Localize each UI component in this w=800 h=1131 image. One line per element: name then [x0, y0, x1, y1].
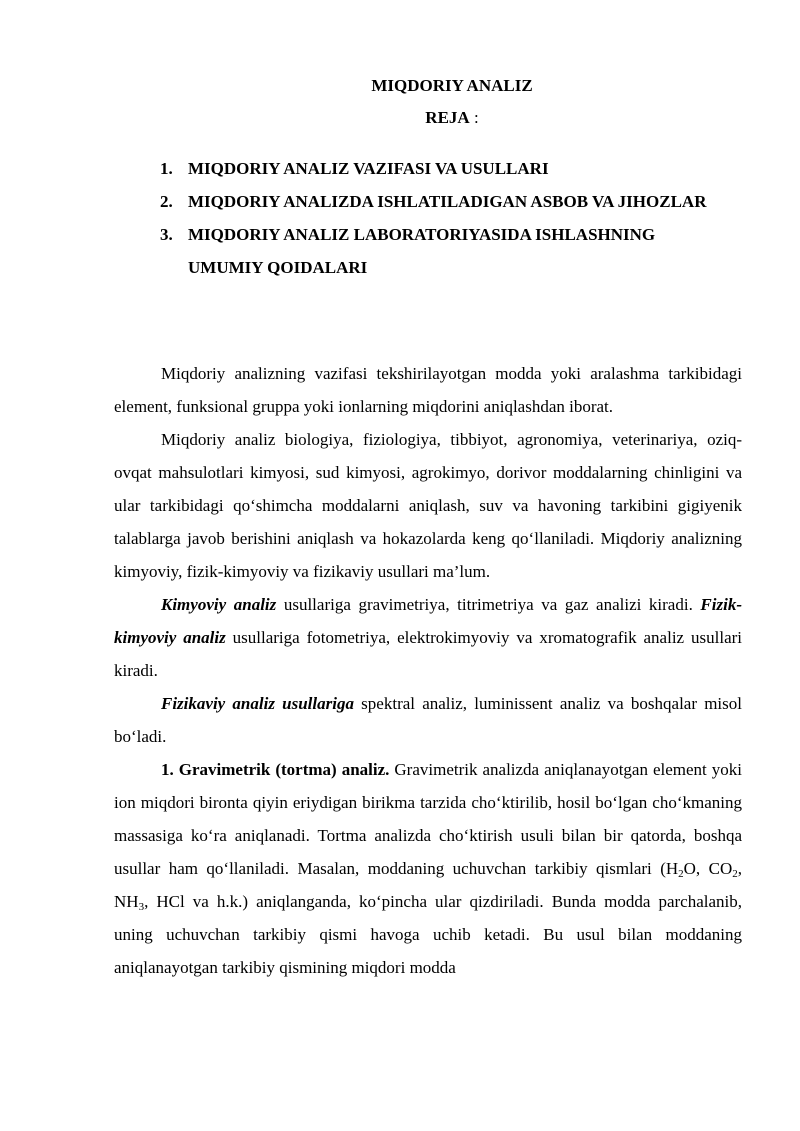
plan-heading-colon: : — [469, 108, 479, 127]
paragraph-physical-methods — [114, 687, 742, 753]
plan-item-number: 2. — [160, 192, 173, 211]
paragraph-text: , HCl va h.k.) aniqlanganda, ko‘pincha ular qizdiriladi. Bunda modda parchalanib, uning uchuvchan tarkibiy qismi havoga uchib ketadi. Bu usul bilan moddaning aniqlanayotgan tarkibiy qismining miqdori modda — [114, 892, 742, 977]
plan-heading — [0, 108, 800, 128]
term-physicochemical-analysis: Fizik-kimyoviy analiz — [114, 595, 742, 647]
subscript: 2 — [678, 868, 684, 880]
body-text — [114, 357, 742, 984]
plan-item — [160, 218, 720, 284]
plan-item-number: 3. — [160, 225, 173, 244]
plan-list — [160, 152, 720, 284]
paragraph-text: usullariga gravimetriya, titrimetriya va gaz analizi kiradi. — [276, 595, 701, 614]
plan-item — [160, 152, 720, 185]
paragraph-text: usullariga fotometriya, elektrokimyoviy va xromatografik analiz usullari kiradi. — [114, 628, 742, 680]
paragraph-text: O, CO — [683, 859, 733, 878]
document-title: MIQDORIY ANALIZ — [371, 76, 533, 95]
plan-item-text: MIQDORIY ANALIZDA ISHLATILADIGAN ASBOB VA JIHOZLAR — [188, 192, 707, 211]
plan-item — [160, 185, 720, 218]
paragraph-text: , NH — [114, 859, 742, 911]
subscript: 2 — [732, 868, 738, 880]
term-physical-analysis: Fizikaviy analiz usullariga — [161, 694, 354, 713]
paragraph-applications: Miqdoriy analiz biologiya, fiziologiya, tibbiyot, agronomiya, veterinariya, oziq-ovqat mahsulotlari kimyosi, sud kimyosi, agrokimyo, dorivor moddalarning chinligini va ular tarkibidagi qo‘shimcha moddalarni aniqlash, suv va havoning tarkibini gigiyenik talablarga javob berishini aniqlash va hokazolarda keng qo‘llaniladi. Miqdoriy analizning kimyoviy, fizik-kimyoviy va fizikaviy usullari ma’lum. — [114, 430, 742, 581]
section-heading-gravimetric: 1. Gravimetrik (tortma) analiz. — [161, 760, 390, 779]
paragraph-text: spektral analiz, luminissent analiz va boshqalar misol bo‘ladi. — [114, 694, 742, 746]
paragraph-text: Gravimetrik analizda aniqlanayotgan element yoki ion miqdori bironta qiyin eriydigan birikma tarzida cho‘ktirilib, hosil bo‘lgan cho‘kmaning massasiga ko‘ra aniqlanadi. Tortma analizda cho‘ktirish usuli bilan bir qatorda, boshqa usullar ham qo‘llaniladi. Masalan, moddaning uchuvchan tarkibiy qismlari (H — [114, 760, 742, 878]
paragraph-chemical-methods — [114, 588, 742, 687]
plan-heading-label: REJA — [425, 108, 470, 127]
paragraph-gravimetric — [114, 753, 742, 984]
plan-item-number: 1. — [160, 159, 173, 178]
subscript: 3 — [138, 901, 145, 913]
plan-item-text: MIQDORIY ANALIZ VAZIFASI VA USULLARI — [188, 159, 549, 178]
term-chemical-analysis: Kimyoviy analiz — [161, 595, 277, 614]
plan-item-text: MIQDORIY ANALIZ LABORATORIYASIDA ISHLASHNING UMUMIY QOIDALARI — [188, 225, 656, 277]
paragraph-task: Miqdoriy analizning vazifasi tekshirilayotgan modda yoki aralashma tarkibidagi element, funksional gruppa yoki ionlarning miqdorini aniqlashdan iborat. — [114, 364, 742, 416]
